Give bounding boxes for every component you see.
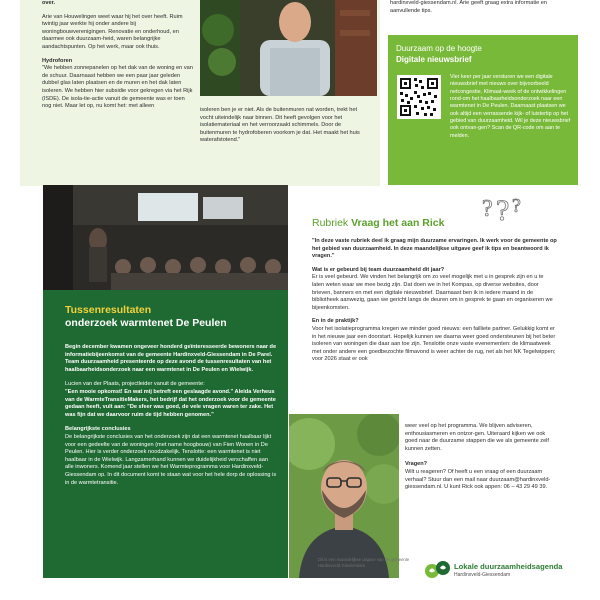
top-middle-column xyxy=(200,107,370,149)
warmtenet-title-2: onderzoek warmtenet De Peulen xyxy=(65,317,227,329)
intro-word: over. xyxy=(42,0,56,6)
logo-subtitle: Hardinxveld-Giessendam xyxy=(454,572,511,578)
top-right-text xyxy=(390,0,570,19)
warmtenet-title-1: Tussenresultaten xyxy=(65,304,152,316)
section-heading-hydroforen: Hydroforen xyxy=(42,57,73,64)
footer-note: Dit is een maandelijkse uitgave van de gemeente Hardinxveld-Giessendam xyxy=(318,557,410,568)
footer-logo xyxy=(424,560,584,582)
rick-question: Vragen? xyxy=(405,461,428,468)
qr-code[interactable] xyxy=(397,75,441,119)
rick-body xyxy=(312,238,557,364)
question-marks-icon xyxy=(480,190,528,226)
newsletter-pretitle: Duurzaam op de hoogte xyxy=(396,44,482,53)
svg-text:?: ? xyxy=(512,195,521,217)
newsletter-title: Digitale nieuwsbrief xyxy=(396,55,472,64)
warmtenet-body xyxy=(65,344,277,491)
conclusions-heading: Belangrijkste conclusies xyxy=(65,426,131,433)
rick-title: Vraag het aan Rick xyxy=(351,217,445,229)
rick-photo xyxy=(289,414,399,578)
rick-answer: Voor het isolatieprogramma kregen we minder goed nieuws: een failliete partner. Gelukkig komt er in het nieuwe jaar een doorstart. Hopelijk kunnen we daarna weer goed ondersteunen bij het beter isoleren van woningen die daar aan toe zijn. Tenslotte onze vaste evenementen: de klimaatweek met onder andere een goedbezochte filmavond is weer achter de rug, net als het NK Tegelwippen; voor 2026 staat er ook xyxy=(312,325,556,363)
rick-answer: Wilt u reageren? Of heeft u een vraag of een duurzaam verhaal? Stuur dan een mail naar duurzaam@hardinxveld-giessendam.nl. U kunt Rick ook appen: 06 – 43 29 49 39. xyxy=(405,468,551,491)
leaf-logo-icon xyxy=(424,560,452,580)
svg-text:?: ? xyxy=(496,194,510,226)
newsletter-text: Vier keer per jaar versturen we een digitale nieuwsbrief met nieuws over bijvoorbeeld netcongestie, Klimaat-week of de ontwikkelingen rond-om het haalbaarheidsonderzoek naar een warmtenet in De Peulen. Daarnaast plaatsen we ook altijd een verrassende kijk- of luistertip op het gebied van duurzaamheid. Wil je deze nieuwsbrief ook ontvan-gen? Scan de QR-code om aan te melden. xyxy=(450,74,571,139)
quote-text: "Een mooie opkomst! En wat mij betreft een geslaagde avond." Aleida Verheus van de WarmteTransitieMakers, het bedrijf dat het onderzoek voor de gemeente gedaan heeft, vult aan: "De sfeer was goed, de vele vragen waren ter zake. Het was fijn dat we daarvoor ruim de tijd hebben genomen." xyxy=(65,388,276,418)
meeting-photo xyxy=(43,185,288,290)
rick-heading xyxy=(312,217,445,229)
article-paragraph: Arie van Houwelingen weet waar hij het over heeft. Ruim twintig jaar werkte hij onder andere bij woningbouwverenigingen. Renovatie en onderhoud, en daarmee ook duurzaam-heid, waren belangrijke aandachtspunten. Op het werk, maar ook thuis. xyxy=(42,13,183,50)
arie-photo xyxy=(200,0,377,96)
warmtenet-paragraph: De belangrijkste conclusies van het onderzoek zijn dat een warmtenet haalbaar lijkt voor een gedeelte van de woningen (met name hoogbouw) van Fien Wonen in De Peulen. Hier is verder onderzoek noodzakelijk. Tenslotte: een warmtenet is niet haalbaar in de Wielwijk. Langzamerhand kunnen we duidelijkheid verschaffen aan alle inwoners. Komend jaar stellen we het Warmteprogramma voor Hardinxveld-Giessendam op. In dit document komt te staan wat voor het hele dorp de oplossing is in de warmtetransitie. xyxy=(65,433,277,486)
rick-question: Wat is er gebeurd bij team duurzaamheid dit jaar? xyxy=(312,266,445,273)
svg-text:?: ? xyxy=(482,196,493,222)
rick-intro: "In deze vaste rubriek deel ik graag mijn duurzame ervaringen. Ik werk voor de gemeente op het gebied van duurzaamheid. In deze maandelijkse uitgave geef ik tips en beantwoord ik vragen." xyxy=(312,238,557,260)
quote-intro: Lucien van der Plaats, projectleider vanuit de gemeente: xyxy=(65,381,205,388)
article-paragraph: "We hebben zonnepanelen op het dak van de woning en van de schuur. Daarnaast hebben we een paar jaar geleden dubbel glas laten plaatsen en de muren en het dak laten isoleren. We hebben hier subsidie voor gekregen via het Rijk (ISDE). De isola-tie-actie vanuit de gemeente was er toen nog niet. Maar let op, nu komt het: met alleen xyxy=(42,65,193,110)
rick-answer: weer veel op het programma. We blijven adviseren, enthousiasmeren en ontzor-gen. Uiteraard kijken we ook goed naar de duurzame stappen die we als gemeente zelf kunnen zetten. xyxy=(405,423,549,452)
rick-answer: Er is veel gebeurd. We vinden het belangrijk om zo veel mogelijk met u in gesprek zijn en u te laten weten waar we mee bezig zijn. Dat doen we in het Kompas, op diverse websites, door brieven, banners en met een digitale nieuwsbrief. Daarnaast ben ik in iedere maand in de bibliotheek aanwezig, gaan we gericht langs de deuren om in gesprek te gaan en organiseren we bijeenkomsten. xyxy=(312,274,553,311)
warmtenet-lead: Begin december kwamen ongeveer honderd geïnteresseerde bewoners naar de informatiebijeenkomst van de gemeente Hardinxveld-Giessendam in De Parel. Team duurzaamheid presenteerde op deze avond de tussenresultaten van het haalbaarheidsonderzoek naar een warmtenet in De Peulen en Wielwijk. xyxy=(65,344,277,373)
article-paragraph: isoleren ben je er niet. Als de buitenmuren nat worden, trekt het vocht uiteindelijk naar binnen. Dit heeft gevolgen voor het isolatiemateriaal en het verroorzaakt schimmels. Door de buitenmuren te hydrofoberen voorkom je dat. Het maakt het huis waterafstotend." xyxy=(200,107,360,144)
rick-question: En in de praktijk? xyxy=(312,318,359,325)
top-left-column xyxy=(42,0,194,115)
warmtenet-paragraph xyxy=(65,381,277,419)
logo-title: Lokale duurzaamheidsagenda xyxy=(454,562,563,571)
warmtenet-box xyxy=(43,290,288,578)
rick-narrow-column xyxy=(405,423,555,496)
newsletter-box xyxy=(388,35,578,185)
article-paragraph: hardinxveld-giessendam.nl. Arie geeft graag extra informatie en aanvullende tips. xyxy=(390,0,548,14)
rubriek-label: Rubriek xyxy=(312,217,349,229)
